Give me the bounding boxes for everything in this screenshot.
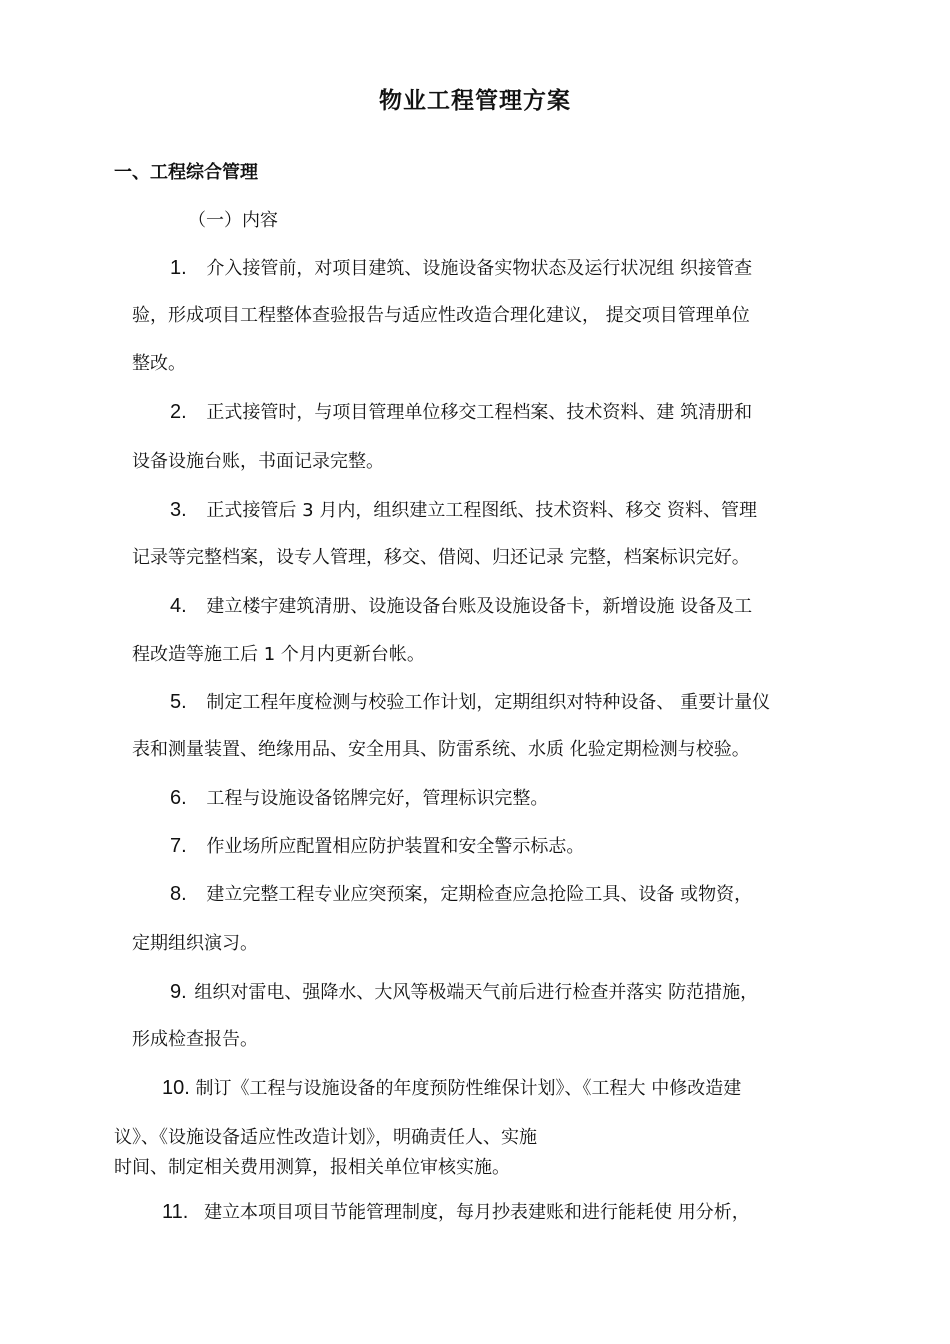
- item-text: 建立完整工程专业应突预案，定期检查应急抢险工具、设备 或物资，: [206, 884, 753, 905]
- item-6-line-1: [170, 786, 548, 811]
- item-5-line-2: 表和测量装置、绝缘用品、安全用具、防雷系统、水质 化验定期检测与校验。: [132, 739, 750, 760]
- item-2-line-2: 设备设施台账，书面记录完整。: [132, 451, 384, 472]
- item-number: 4.: [170, 595, 187, 617]
- item-8-line-1: [170, 882, 752, 907]
- item-text: 正式接管后 3 月内，组织建立工程图纸、技术资料、移交 资料、管理: [206, 500, 758, 521]
- item-number: 9.: [170, 981, 187, 1003]
- item-2-line-1: [170, 400, 752, 425]
- item-3-line-1: [170, 498, 757, 523]
- item-3-line-2: 记录等完整档案，设专人管理，移交、借阅、归还记录 完整，档案标识完好。: [132, 547, 750, 568]
- item-text: 建立本项目项目节能管理制度，每月抄表建账和进行能耗使 用分析，: [204, 1202, 750, 1223]
- subsection-heading: （一）内容: [188, 210, 278, 231]
- item-4-line-1: [170, 594, 752, 619]
- item-number: 10.: [162, 1077, 190, 1099]
- item-number: 8.: [170, 883, 187, 905]
- item-text: 制订《工程与设施设备的年度预防性维保计划》、《工程大 中修改造建: [195, 1078, 742, 1099]
- item-number: 2.: [170, 401, 187, 423]
- item-text: 制定工程年度检测与校验工作计划，定期组织对特种设备、 重要计量仪: [206, 692, 771, 713]
- item-9-line-2: 形成检查报告。: [132, 1029, 258, 1050]
- item-number: 11.: [162, 1201, 189, 1223]
- item-4-line-2: 程改造等施工后 1 个月内更新台帐。: [132, 644, 425, 665]
- item-5-line-1: [170, 690, 770, 715]
- item-10-line-1: [162, 1076, 741, 1101]
- document-title: 物业工程管理方案: [379, 88, 571, 114]
- item-number: 7.: [170, 835, 187, 857]
- item-9-line-1: [170, 980, 758, 1005]
- item-text: 工程与设施设备铭牌完好，管理标识完整。: [206, 788, 549, 809]
- item-text: 组织对雷电、强降水、大风等极端天气前后进行检查并落实 防范措施，: [194, 982, 759, 1003]
- item-10-line-2: 议》、《设施设备适应性改造计划》，明确责任人、实施: [114, 1127, 537, 1148]
- item-number: 5.: [170, 691, 187, 713]
- item-text: 介入接管前，对项目建筑、设施设备实物状态及运行状况组 织接管查: [206, 258, 753, 279]
- section-heading: 一、工程综合管理: [114, 162, 258, 183]
- item-text: 作业场所应配置相应防护装置和安全警示标志。: [206, 836, 585, 857]
- item-7-line-1: [170, 834, 584, 859]
- item-11-line-1: [162, 1200, 750, 1225]
- item-number: 6.: [170, 787, 187, 809]
- item-1-line-1: [170, 256, 752, 281]
- item-text: 建立楼宇建筑清册、设施设备台账及设施设备卡，新增设施 设备及工: [206, 596, 753, 617]
- item-text: 正式接管时，与项目管理单位移交工程档案、技术资料、建 筑清册和: [206, 402, 753, 423]
- item-number: 3.: [170, 499, 187, 521]
- item-number: 1.: [170, 257, 187, 279]
- item-10-line-3: 时间、制定相关费用测算，报相关单位审核实施。: [114, 1157, 510, 1178]
- item-8-line-2: 定期组织演习。: [132, 933, 258, 954]
- item-1-line-3: 整改。: [132, 353, 186, 374]
- item-1-line-2: 验，形成项目工程整体查验报告与适应性改造合理化建议， 提交项目管理单位: [132, 305, 750, 326]
